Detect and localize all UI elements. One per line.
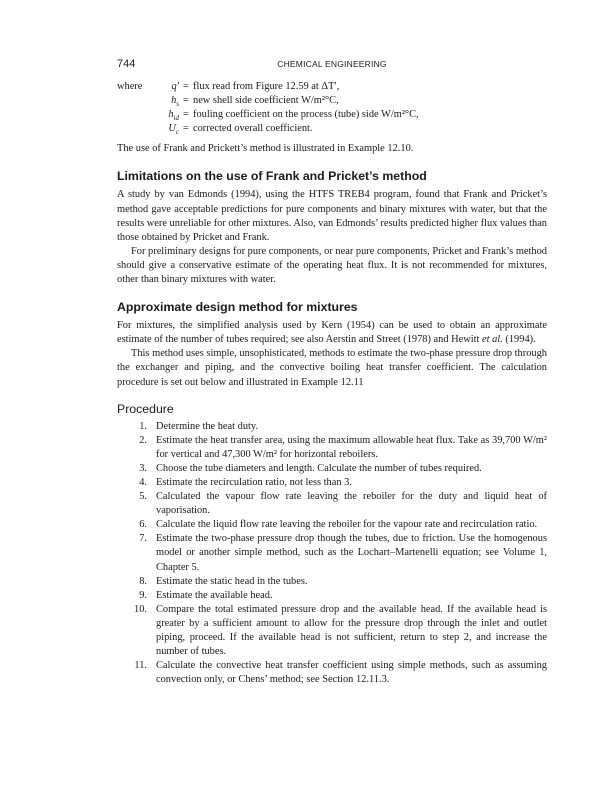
step-number: 4. [139,476,147,488]
step-number: 1. [139,420,147,432]
procedure-step [117,434,547,462]
step-text: Calculated the vapour flow rate leaving the reboiler for the duty and liquid heat of vaporisation. [156,491,547,517]
running-title: CHEMICAL ENGINEERING [277,59,387,69]
where-row [117,122,547,136]
procedure-step [117,659,547,687]
where-block [117,80,547,136]
step-text: Estimate the two-phase pressure drop though the tubes, due to friction. Use the homogenous model or another simple method, such as the Lochart–Martenelli equation; see Volume 1, Chapter 5. [156,533,547,573]
step-text: Estimate the heat transfer area, using the maximum allowable heat flux. Take as 39,700 W/m² for vertical and 47,300 W/m² for horizontal reboilers. [156,434,547,460]
step-text: Estimate the static head in the tubes. [156,575,308,587]
step-number: 2. [139,434,147,446]
procedure-step [117,575,547,589]
running-header [117,58,547,72]
step-number: 9. [139,589,147,601]
example-note: The use of Frank and Prickett’s method is illustrated in Example 12.10. [117,143,414,155]
procedure-step [117,476,547,490]
symbol: $U_c$ [168,123,179,137]
procedure-step [117,603,547,659]
definition: flux read from Figure 12.59 at ΔT′, [193,81,340,92]
symbol: q′ [171,81,179,92]
step-text: Estimate the recirculation ratio, not less than 3. [156,476,352,488]
procedure-step [117,589,547,603]
procedure-list [117,420,547,688]
subsection-heading: Procedure [117,401,174,416]
procedure-step [117,518,547,532]
step-number: 6. [139,519,147,531]
procedure-step [117,420,547,434]
step-text: Calculate the liquid flow rate leaving the reboiler for the vapour rate and recirculation ratio. [156,519,538,531]
procedure-step [117,462,547,476]
page-number: 744 [117,58,136,70]
section-heading: Limitations on the use of Frank and Pricket’s method [117,169,427,184]
step-number: 8. [139,575,147,587]
body-text [117,80,547,687]
where-row [117,94,547,108]
definition: corrected overall coefficient. [193,123,313,135]
step-number: 11. [134,660,147,672]
step-number: 10. [134,603,147,615]
where-row [117,108,547,122]
equals-sign: = [183,95,189,107]
where-row [117,80,547,94]
paragraph: This method uses simple, unsophisticated, methods to estimate the two-phase pressure drop through the exchanger and piping, and the convective boiling heat transfer coefficient. The calculation procedure is set out below and illustrated in Example 12.11 [117,348,547,388]
equals-sign: = [183,123,189,135]
step-text: Estimate the available head. [156,589,273,601]
paragraph: A study by van Edmonds (1994), using the HTFS TREB4 program, found that Frank and Pricket’s method gave acceptable predictions for pure components and binary mixtures with water, but that the results were unreliable for other mixtures. Also, van Edmonds’ results predicted higher flux values than those obtained by Pricket and Frank. [117,189,547,243]
step-number: 5. [139,491,147,503]
step-text: Calculate the convective heat transfer coefficient using simple methods, such as assuming convection only, or Chens’ method; see Section 12.11.3. [156,660,547,686]
procedure-step [117,532,547,574]
step-number: 7. [139,533,147,545]
step-text: Determine the heat duty. [156,420,259,432]
symbol: $h_s$ [171,95,179,109]
paragraph: For preliminary designs for pure components, or near pure components, Pricket and Frank’s method should give a conservative estimate of the operating heat flux. It is not recommended for mixtures, other than binary mixtures with water. [117,245,547,286]
paragraph: For mixtures, the simplified analysis used by Kern (1954) can be used to obtain an approximate estimate of the number of tubes required; see also Aerstin and Street (1978) and Hewitt et al. (1994). [117,320,547,346]
procedure-step [117,490,547,518]
definition: fouling coefficient on the process (tube) side W/m²°C, [193,109,419,121]
step-text: Choose the tube diameters and length. Calculate the number of tubes required. [156,462,482,474]
section-heading: Approximate design method for mixtures [117,300,358,315]
equals-sign: = [183,109,189,121]
where-lead: where [117,81,143,92]
definition: new shell side coefficient W/m²°C, [193,95,339,107]
equals-sign: = [183,81,189,92]
step-text: Compare the total estimated pressure drop and the available head. If the available head is greater by a sufficient amount to allow for the pressure drop through the inlet and outlet piping, proceed. If the available head is not sufficient, return to step 2, and increase the number of tubes. [156,603,547,658]
step-number: 3. [139,462,147,474]
symbol: $h_{id}$ [168,109,179,123]
